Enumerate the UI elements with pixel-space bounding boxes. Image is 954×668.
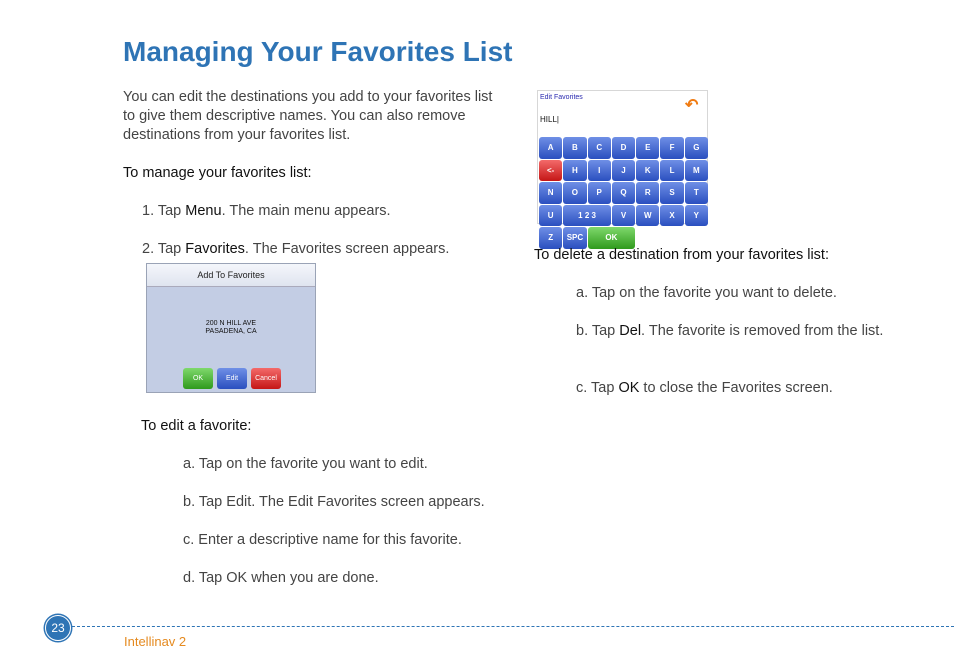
key-n[interactable]: N [539,182,562,204]
key-numbers[interactable]: 1 2 3 [563,205,611,227]
key-e[interactable]: E [636,137,659,159]
key-q[interactable]: Q [612,182,635,204]
edit-favorites-screenshot [537,90,708,243]
delete-heading: To delete a destination from your favorites list: [534,247,829,263]
key-b[interactable]: B [563,137,586,159]
cancel-button[interactable]: Cancel [251,368,281,389]
menu-key: Menu [185,203,222,219]
page-title: Managing Your Favorites List [123,36,513,67]
delete-step-a: a. Tap on the favorite you want to delete. [576,285,837,301]
ok-key: OK [618,380,640,396]
key-x[interactable]: X [660,205,683,227]
key-o[interactable]: O [563,182,586,204]
key-f[interactable]: F [660,137,683,159]
ok-button[interactable]: OK [183,368,213,389]
key-a[interactable]: A [539,137,562,159]
key-j[interactable]: J [612,160,635,182]
key-space[interactable]: SPC [563,227,586,249]
key-c[interactable]: C [588,137,611,159]
key-w[interactable]: W [636,205,659,227]
key-r[interactable]: R [636,182,659,204]
key-m[interactable]: M [685,160,708,182]
footer-product-name: Intellinav 2 [124,634,187,649]
del-key: Del [619,323,642,339]
add-to-favorites-title: Add To Favorites [147,264,315,287]
key-g[interactable]: G [685,137,708,159]
key-t[interactable]: T [685,182,708,204]
intro-paragraph: You can edit the destinations you add to your favorites list to give them descriptive names. You can also remove destinations from your favorites list. [123,89,493,143]
edit-step-b: b. Tap Edit. The Edit Favorites screen appears. [183,494,485,510]
edit-favorites-title: Edit Favorites [540,94,583,101]
key-ok[interactable]: OK [588,227,636,249]
page-number: 23 [45,615,71,641]
footer-divider [72,626,954,627]
key-k[interactable]: K [636,160,659,182]
key-z[interactable]: Z [539,227,562,249]
edit-step-a: a. Tap on the favorite you want to edit. [183,456,428,472]
favorite-address: 200 N HILL AVE PASADENA, CA [205,320,257,335]
key-i[interactable]: I [588,160,611,182]
add-to-favorites-screenshot [146,263,316,393]
key-v[interactable]: V [612,205,635,227]
back-arrow-icon[interactable]: ↶ [685,97,699,114]
key-p[interactable]: P [588,182,611,204]
name-input[interactable]: HILL| [540,115,559,124]
edit-heading: To edit a favorite: [141,418,252,434]
manage-step-2: 2. Tap Favorites. The Favorites screen appears. [142,241,450,257]
key-l[interactable]: L [660,160,683,182]
key-y[interactable]: Y [685,205,708,227]
key-u[interactable]: U [539,205,562,227]
edit-step-d: d. Tap OK when you are done. [183,570,379,586]
manage-heading: To manage your favorites list: [123,165,312,181]
delete-step-b: b. Tap Del. The favorite is removed from the list. [576,323,884,339]
edit-button[interactable]: Edit [217,368,247,389]
manage-step-1: 1. Tap Menu. The main menu appears. [142,203,391,219]
on-screen-keyboard [539,137,708,249]
key-h[interactable]: H [563,160,586,182]
delete-step-c: c. Tap OK to close the Favorites screen. [576,380,833,396]
key-s[interactable]: S [660,182,683,204]
edit-step-c: c. Enter a descriptive name for this favorite. [183,532,462,548]
key-d[interactable]: D [612,137,635,159]
key-backspace[interactable]: <- [539,160,562,182]
favorites-key: Favorites [185,241,245,257]
